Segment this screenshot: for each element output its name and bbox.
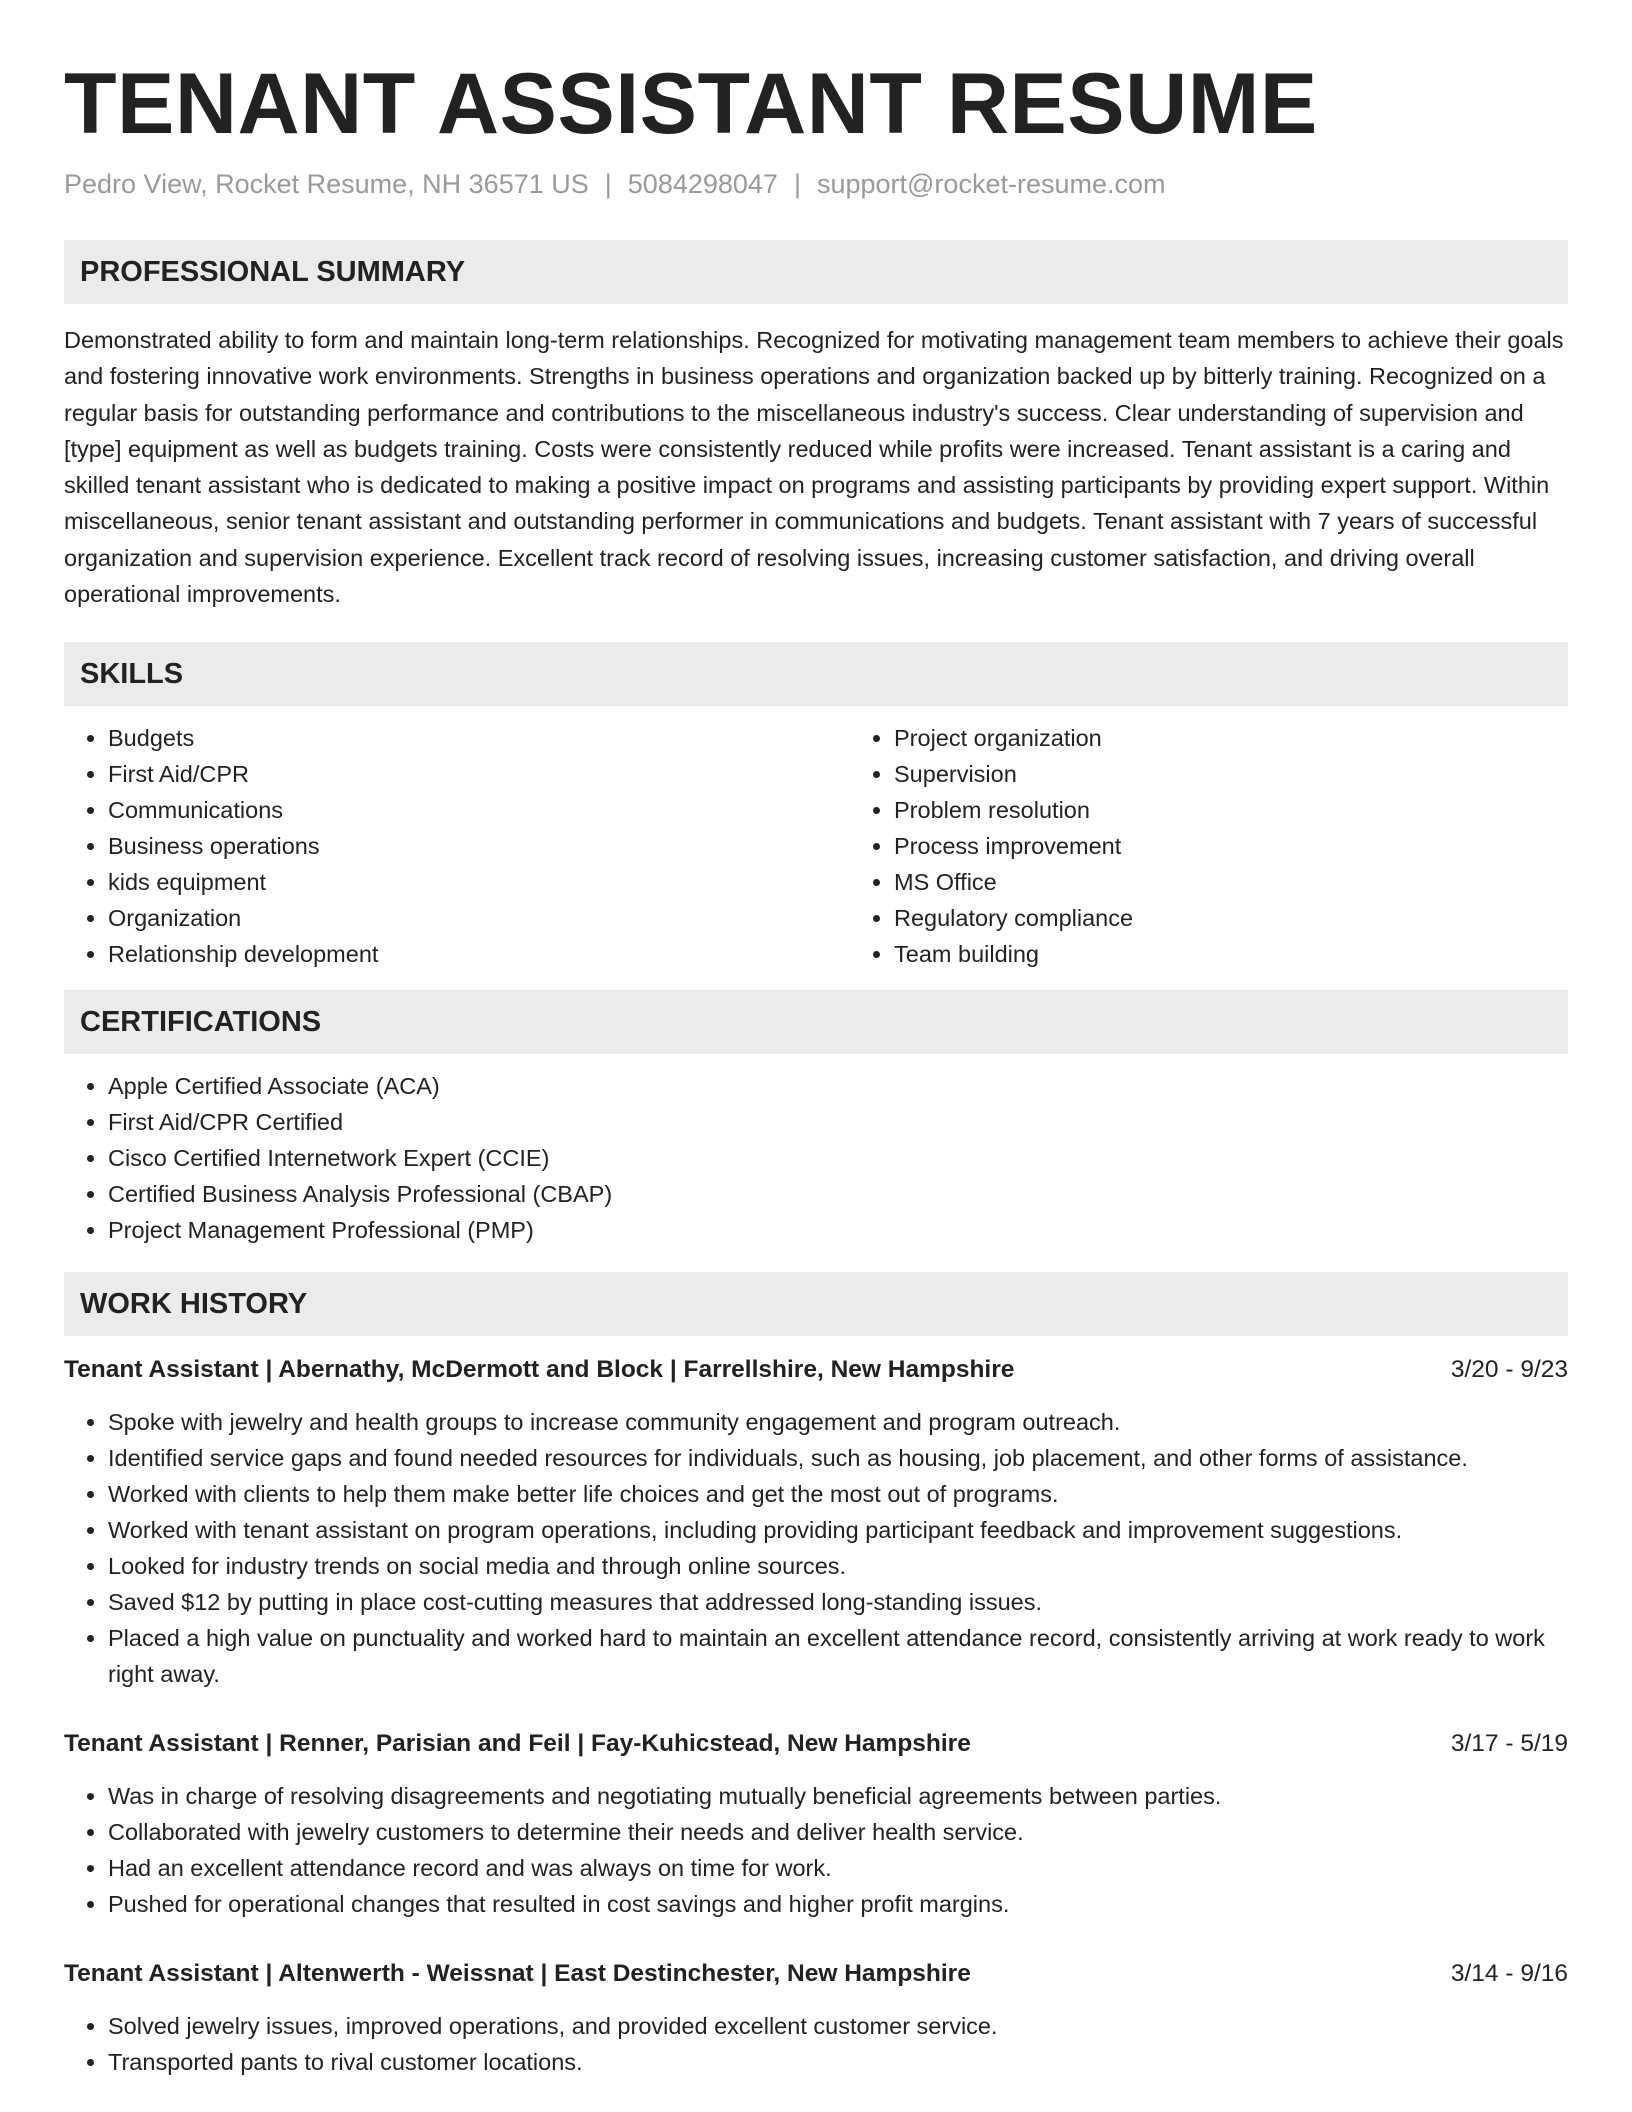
job-entry <box>64 1956 1568 2080</box>
skills-right-list <box>850 720 1632 972</box>
certification-item: • Certified Business Analysis Professional (CBAP) <box>108 1176 1568 1212</box>
job-title: Tenant Assistant | Altenwerth - Weissnat | East Destinchester, New Hampshire <box>64 1960 971 1988</box>
summary-text: Demonstrated ability to form and maintain long-term relationships. Recognized for motivating management team members to achieve their goals and fostering innovative work environments. Strengths in business operations and organization backed up by bitterly training. Recognized on a regular basis for outstanding performance and contributions to the miscellaneous industry's success. Clear understanding of supervision and [type] equipment as well as budgets training. Costs were consistently reduced while profits were increased. Tenant assistant is a caring and skilled tenant assistant who is dedicated to making a positive impact on programs and assisting participants by providing expert support. Within miscellaneous, senior tenant assistant and outstanding performer in communications and budgets. Tenant assistant with 7 years of successful organization and supervision experience. Excellent track record of resolving issues, increasing customer satisfaction, and driving overall operational improvements. <box>64 327 1564 608</box>
skill-item: • Project organization <box>894 720 1632 756</box>
resume-title: TENANT ASSISTANT RESUME <box>64 56 1318 152</box>
job-title: Tenant Assistant | Abernathy, McDermott and Block | Farrellshire, New Hampshire <box>64 1356 1015 1384</box>
job-bullets <box>64 1778 1568 1922</box>
certifications-heading: CERTIFICATIONS <box>64 990 1568 1054</box>
job-dates: 3/20 - 9/23 <box>1450 1356 1568 1384</box>
contact-separator: | <box>793 169 801 199</box>
skill-item: • MS Office <box>894 864 1632 900</box>
job-entry <box>64 1726 1568 1922</box>
job-header <box>64 1956 1568 1992</box>
contact-separator: | <box>604 169 612 199</box>
skills-left-list <box>64 720 850 972</box>
skill-item: • Problem resolution <box>894 792 1632 828</box>
skill-item: • Communications <box>108 792 850 828</box>
job-bullets <box>64 2008 1568 2080</box>
skill-item: • Relationship development <box>108 936 850 972</box>
job-bullet: • Worked with tenant assistant on program operations, including providing participant feedback and improvement suggestions. <box>108 1512 1568 1548</box>
job-bullet: • Saved $12 by putting in place cost-cutting measures that addressed long-standing issues. <box>108 1584 1568 1620</box>
job-dates: 3/14 - 9/16 <box>1450 1960 1568 1988</box>
job-bullet: • Solved jewelry issues, improved operations, and provided excellent customer service. <box>108 2008 1568 2044</box>
job-title: Tenant Assistant | Renner, Parisian and Feil | Fay-Kuhicstead, New Hampshire <box>64 1730 971 1758</box>
skill-item: • Budgets <box>108 720 850 756</box>
skill-item: • Organization <box>108 900 850 936</box>
job-bullets <box>64 1404 1568 1692</box>
job-bullet: • Identified service gaps and found needed resources for individuals, such as housing, job placement, and other forms of assistance. <box>108 1440 1568 1476</box>
certification-item: • First Aid/CPR Certified <box>108 1104 1568 1140</box>
skill-item: • kids equipment <box>108 864 850 900</box>
skill-item: • Supervision <box>894 756 1632 792</box>
skill-item: • Team building <box>894 936 1632 972</box>
job-entry <box>64 1352 1568 1692</box>
work-history-heading: WORK HISTORY <box>64 1272 1568 1336</box>
certification-item: • Cisco Certified Internetwork Expert (CCIE) <box>108 1140 1568 1176</box>
certifications-list <box>64 1068 1568 1248</box>
job-bullet: • Spoke with jewelry and health groups to increase community engagement and program outreach. <box>108 1404 1568 1440</box>
job-bullet: • Placed a high value on punctuality and worked hard to maintain an excellent attendance record, consistently arriving at work ready to work right away. <box>108 1620 1568 1692</box>
job-bullet: • Worked with clients to help them make better life choices and get the most out of programs. <box>108 1476 1568 1512</box>
job-header <box>64 1352 1568 1388</box>
job-bullet: • Had an excellent attendance record and was always on time for work. <box>108 1850 1568 1886</box>
skill-item: • First Aid/CPR <box>108 756 850 792</box>
certification-item: • Apple Certified Associate (ACA) <box>108 1068 1568 1104</box>
job-bullet: • Pushed for operational changes that resulted in cost savings and higher profit margins. <box>108 1886 1568 1922</box>
job-bullet: • Collaborated with jewelry customers to determine their needs and deliver health service. <box>108 1814 1568 1850</box>
skill-item: • Process improvement <box>894 828 1632 864</box>
certification-item: • Project Management Professional (PMP) <box>108 1212 1568 1248</box>
job-header <box>64 1726 1568 1762</box>
contact-address: Pedro View, Rocket Resume, NH 36571 US <box>64 169 589 199</box>
contact-email: support@rocket-resume.com <box>816 169 1166 199</box>
skill-item: • Regulatory compliance <box>894 900 1632 936</box>
skill-item: • Business operations <box>108 828 850 864</box>
skills-columns <box>64 720 1568 972</box>
contact-line <box>64 166 1568 202</box>
job-bullet: • Was in charge of resolving disagreements and negotiating mutually beneficial agreements between parties. <box>108 1778 1568 1814</box>
skills-heading: SKILLS <box>64 642 1568 706</box>
job-bullet: • Transported pants to rival customer locations. <box>108 2044 1568 2080</box>
summary-heading: PROFESSIONAL SUMMARY <box>64 240 1568 304</box>
job-dates: 3/17 - 5/19 <box>1450 1730 1568 1758</box>
job-bullet: • Looked for industry trends on social media and through online sources. <box>108 1548 1568 1584</box>
contact-phone: 5084298047 <box>627 169 778 199</box>
